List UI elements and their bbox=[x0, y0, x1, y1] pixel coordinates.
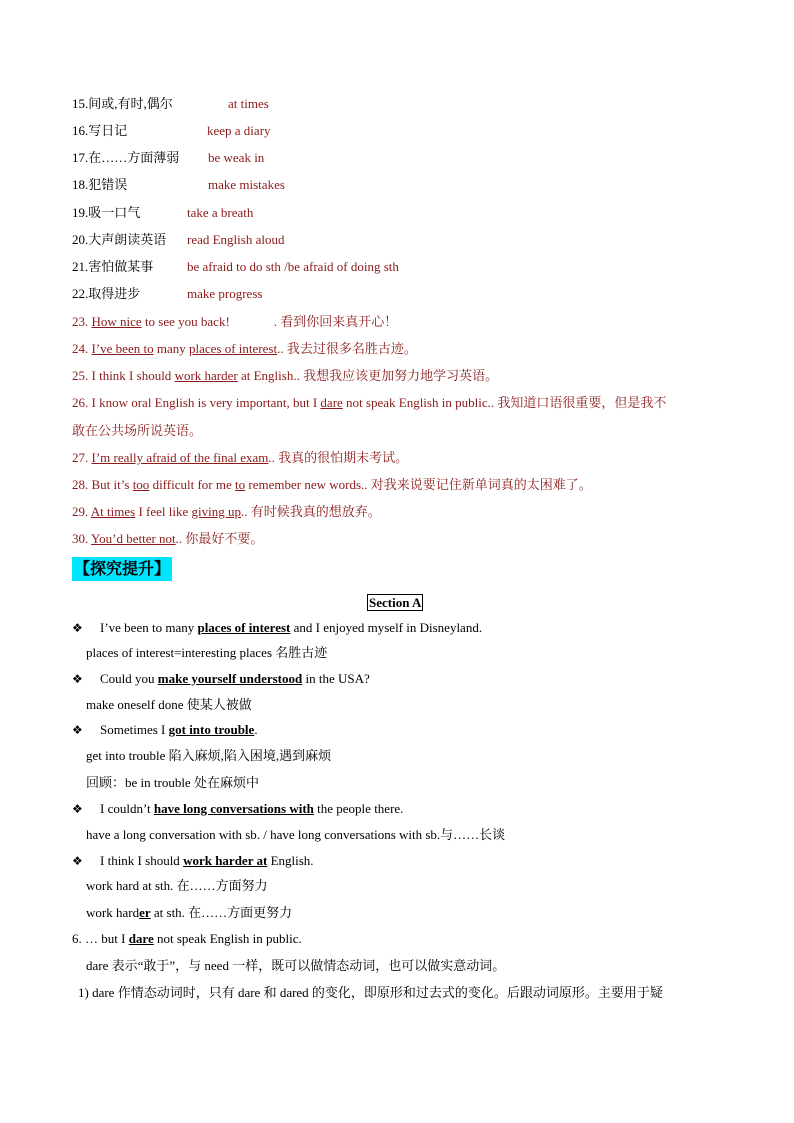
sentence-26-continued bbox=[72, 423, 202, 439]
note-explanation: have a long conversation with sb. / have long conversations with sb.与……长谈 bbox=[86, 827, 506, 842]
underlined-phrase: to bbox=[235, 477, 246, 492]
vocab-english: make mistakes bbox=[208, 177, 285, 192]
sentence-text: to see you back! bbox=[141, 314, 230, 329]
sentence-text: difficult for me bbox=[149, 477, 235, 492]
note-explanation: 1) dare 作情态动词时，只有 dare 和 dared 的变化，即原形和过去式的变化。后跟动词原形。主要用于疑 bbox=[78, 985, 663, 1000]
vocab-chinese: 20.大声朗读英语 bbox=[72, 232, 167, 247]
key-phrase: places of interest bbox=[197, 620, 291, 635]
sentence-number: 24. bbox=[72, 341, 92, 356]
key-phrase: got into trouble bbox=[168, 722, 255, 737]
note-sentence bbox=[100, 722, 258, 738]
underlined-phrase: You’d better not bbox=[91, 531, 176, 546]
vocab-chinese: 19.吸一口气 bbox=[72, 205, 141, 220]
sentence-26 bbox=[72, 395, 666, 411]
note-text: . bbox=[254, 722, 258, 737]
note-text: the people there. bbox=[313, 801, 404, 816]
sentence-number: 27. bbox=[72, 450, 92, 465]
vocab-english: read English aloud bbox=[187, 232, 285, 247]
sentence-text: many bbox=[153, 341, 189, 356]
key-phrase: have long conversations with bbox=[153, 801, 314, 816]
bullet-icon: ❖ bbox=[72, 621, 83, 635]
note-text: I think I should bbox=[100, 853, 184, 868]
sentence-27 bbox=[72, 450, 408, 466]
note-text: I’ve been to many bbox=[100, 620, 198, 635]
note-explanation: places of interest=interesting places 名胜古迹 bbox=[86, 645, 328, 660]
underlined-phrase: At times bbox=[90, 504, 136, 519]
sentence-text: I feel like bbox=[135, 504, 192, 519]
vocab-english: make progress bbox=[187, 286, 263, 301]
vocab-item bbox=[72, 259, 399, 275]
note-text: I couldn’t bbox=[100, 801, 154, 816]
vocab-chinese: 18.犯错误 bbox=[72, 177, 128, 192]
sentence-text: 敢在公共场所说英语。 bbox=[72, 423, 203, 438]
note-text: 6. … but I bbox=[72, 931, 129, 946]
vocab-item bbox=[72, 286, 263, 302]
note-text: not speak English in public. bbox=[153, 931, 302, 946]
vocab-item bbox=[72, 205, 254, 221]
sentence-text: 26. I know oral English is very important, but I bbox=[72, 395, 321, 410]
sentence-text: 25. I think I should bbox=[72, 368, 175, 383]
note-sentence bbox=[72, 931, 302, 947]
sentence-24 bbox=[72, 341, 417, 357]
sentence-text: .. 我去过很多名胜古迹。 bbox=[277, 341, 417, 356]
vocab-item bbox=[72, 96, 269, 112]
underlined-phrase: work harder bbox=[174, 368, 238, 383]
note-sentence bbox=[100, 853, 314, 869]
sentence-30 bbox=[72, 531, 263, 547]
sentence-29 bbox=[72, 504, 381, 520]
vocab-english: be afraid to do sth /be afraid of doing sth bbox=[187, 259, 399, 274]
note-text: work hard bbox=[86, 905, 140, 920]
key-phrase: work harder at bbox=[183, 853, 268, 868]
note-text: at sth. 在……方面更努力 bbox=[150, 905, 293, 920]
note-text: English. bbox=[267, 853, 314, 868]
note-text: in the USA? bbox=[302, 671, 370, 686]
key-phrase: dare bbox=[128, 931, 154, 946]
underlined-phrase: places of interest bbox=[188, 341, 278, 356]
section-title: Section A bbox=[369, 595, 422, 610]
underlined-phrase: I’ve been to bbox=[91, 341, 154, 356]
note-sentence bbox=[100, 620, 482, 636]
vocab-chinese: 16.写日记 bbox=[72, 123, 128, 138]
vocab-chinese: 22.取得进步 bbox=[72, 286, 141, 301]
sentence-translation: . 看到你回来真开心！ bbox=[273, 314, 398, 329]
bullet-icon: ❖ bbox=[72, 802, 83, 816]
vocab-english: be weak in bbox=[208, 150, 265, 165]
key-phrase: make yourself understood bbox=[157, 671, 303, 686]
bullet-icon: ❖ bbox=[72, 723, 83, 737]
key-suffix: er bbox=[139, 905, 151, 920]
vocab-english: at times bbox=[228, 96, 269, 111]
sentence-text: .. 有时候我真的想放弃。 bbox=[241, 504, 381, 519]
note-sentence bbox=[100, 671, 370, 687]
note-explanation: dare 表示“敢于”，与 need 一样，既可以做情态动词，也可以做实意动词。 bbox=[86, 958, 506, 973]
note-explanation: work hard at sth. 在……方面努力 bbox=[86, 878, 268, 893]
bullet-icon: ❖ bbox=[72, 854, 83, 868]
sentence-text: .. 我真的很怕期末考试。 bbox=[268, 450, 409, 465]
underlined-phrase: I’m really afraid of the final exam bbox=[91, 450, 269, 465]
sentence-text: at English.. 我想我应该更加努力地学习英语。 bbox=[237, 368, 499, 383]
sentence-number: 23. bbox=[72, 314, 92, 329]
vocab-item bbox=[72, 123, 271, 139]
sentence-25 bbox=[72, 368, 498, 384]
vocab-item bbox=[72, 232, 285, 248]
note-sentence bbox=[100, 801, 403, 817]
sentence-28 bbox=[72, 477, 592, 493]
bullet-icon: ❖ bbox=[72, 672, 83, 686]
sentence-number: 30. bbox=[72, 531, 92, 546]
note-explanation: make oneself done 使某人被做 bbox=[86, 697, 252, 712]
vocab-item bbox=[72, 150, 265, 166]
underlined-phrase: giving up bbox=[191, 504, 242, 519]
vocab-chinese: 15.间或,有时,偶尔 bbox=[72, 96, 173, 111]
underlined-phrase: How nice bbox=[91, 314, 142, 329]
underlined-phrase: dare bbox=[320, 395, 343, 410]
note-review: 回顾：be in trouble 处在麻烦中 bbox=[86, 775, 259, 790]
vocab-chinese: 17.在……方面薄弱 bbox=[72, 150, 180, 165]
note-text: Sometimes I bbox=[100, 722, 169, 737]
vocab-item bbox=[72, 177, 285, 193]
vocab-english: take a breath bbox=[187, 205, 254, 220]
sentence-text: 28. But it’s bbox=[72, 477, 133, 492]
note-explanation: get into trouble 陷入麻烦,陷入困境,遇到麻烦 bbox=[86, 748, 332, 763]
vocab-english: keep a diary bbox=[207, 123, 271, 138]
underlined-phrase: too bbox=[132, 477, 150, 492]
sentence-text: .. 你最好不要。 bbox=[175, 531, 264, 546]
sentence-23 bbox=[72, 314, 397, 330]
section-heading: 【探究提升】 bbox=[72, 557, 172, 581]
note-text: Could you bbox=[100, 671, 158, 686]
vocab-chinese: 21.害怕做某事 bbox=[72, 259, 154, 274]
note-explanation bbox=[86, 905, 292, 921]
note-text: and I enjoyed myself in Disneyland. bbox=[290, 620, 483, 635]
sentence-text: not speak English in public.. 我知道口语很重要，但是我不 bbox=[342, 395, 667, 410]
sentence-number: 29. bbox=[72, 504, 91, 519]
sentence-text: remember new words.. 对我来说要记住新单词真的太困难了。 bbox=[245, 477, 592, 492]
